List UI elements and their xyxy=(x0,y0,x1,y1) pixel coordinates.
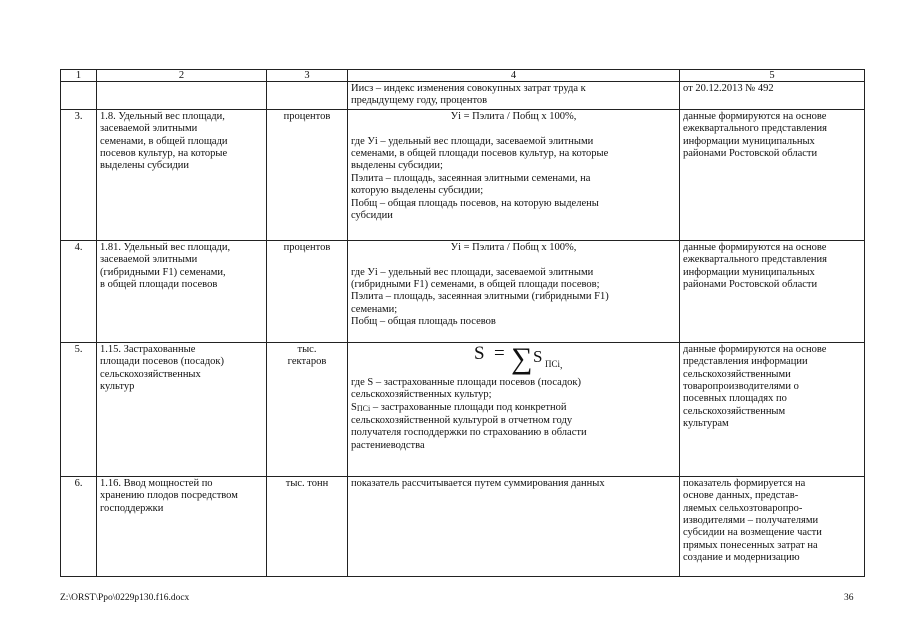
indicators-table xyxy=(60,69,865,577)
source-line: от 20.12.2013 № 492 xyxy=(683,83,774,94)
source-line: изводителями – получателями xyxy=(683,515,819,527)
method-line: где S – застрахованные площади посевов (посадок) xyxy=(351,376,582,388)
indicator-cell xyxy=(97,82,267,110)
row-number xyxy=(61,82,97,110)
source-line: районами Ростовской области xyxy=(683,148,818,160)
method-line: Побщ – общая площадь посевов, на которую выделены xyxy=(351,197,599,209)
source-line: данные формируются на основе xyxy=(683,343,827,355)
table-row xyxy=(61,240,865,342)
source-cell xyxy=(680,240,865,342)
method-cell xyxy=(348,476,680,576)
indicator-line: площади посевов (посадок) xyxy=(100,356,225,368)
method-line: получателя господдержки по страхованию в области xyxy=(351,427,587,439)
header-cell: 5 xyxy=(680,70,865,82)
method-cell xyxy=(348,109,680,240)
method-line: семенами; xyxy=(351,303,398,315)
source-cell xyxy=(680,82,865,110)
table-row xyxy=(61,82,865,110)
source-line: посевных площадях по xyxy=(683,393,787,405)
method-line xyxy=(351,402,676,415)
indicator-line: засеваемой элитными xyxy=(100,254,198,266)
indicator-line: 1.15. Застрахованные xyxy=(100,343,196,355)
source-line: информации муниципальных xyxy=(683,135,815,147)
row-number: 3. xyxy=(61,109,97,240)
formula-subscript: ПСi xyxy=(545,358,561,369)
header-cell: 4 xyxy=(348,70,680,82)
unit-line: процентов xyxy=(283,241,331,253)
indicator-line: семенами, в общей площади xyxy=(100,135,228,147)
source-cell xyxy=(680,109,865,240)
table-row xyxy=(61,476,865,576)
row-number: 4. xyxy=(61,240,97,342)
indicator-line: 1.81. Удельный вес площади, xyxy=(100,241,231,253)
indicator-line: 1.16. Ввод мощностей по xyxy=(100,477,213,489)
source-line: показатель формируется на xyxy=(683,477,806,489)
indicator-line: в общей площади посевов xyxy=(100,279,218,291)
indicator-line: выделены субсидии xyxy=(100,160,190,172)
indicator-line: сельскохозяйственных xyxy=(100,368,201,380)
variable: S xyxy=(351,401,357,413)
source-line: данные формируются на основе xyxy=(683,110,827,122)
table-header-row xyxy=(61,70,865,82)
header-cell: 2 xyxy=(97,70,267,82)
source-line: представления информации xyxy=(683,356,808,368)
method-line: (гибридными F1) семенами, в общей площади посевов; xyxy=(351,279,600,291)
sum-symbol: ∑ xyxy=(511,342,533,375)
method-line: Иисз – индекс изменения совокупных затрат труда к xyxy=(351,83,586,94)
method-line: сельскохозяйственной культурой в отчетном году xyxy=(351,415,573,427)
source-line: товаропроизводителями о xyxy=(683,381,799,393)
unit-cell xyxy=(267,476,348,576)
source-line: сельскохозяйственным xyxy=(683,405,786,417)
page-number: 36 xyxy=(844,593,854,603)
indicator-cell xyxy=(97,240,267,342)
header-cell: 1 xyxy=(61,70,97,82)
indicator-line: (гибридными F1) семенами, xyxy=(100,266,226,278)
method-cell xyxy=(348,82,680,110)
method-line: где Уi – удельный вес площади, засеваемой элитными xyxy=(351,135,594,147)
source-cell xyxy=(680,476,865,576)
unit-line: процентов xyxy=(283,110,331,122)
variable-description: – застрахованные площади под конкретной xyxy=(370,401,567,413)
table-row xyxy=(61,109,865,240)
method-line: где Уi – удельный вес площади, засеваемой элитными xyxy=(351,266,594,278)
source-line: информации муниципальных xyxy=(683,266,815,278)
footer-file-path: Z:\ORST\Ppo\0229p130.f16.docx xyxy=(60,593,190,603)
method-line: которую выделены субсидии; xyxy=(351,185,484,197)
indicator-cell xyxy=(97,342,267,476)
method-line: предыдущему году, процентов xyxy=(351,95,488,107)
source-line: районами Ростовской области xyxy=(683,279,818,291)
source-line: создание и модернизацию xyxy=(683,552,800,564)
indicator-cell xyxy=(97,476,267,576)
source-line: ляемых сельхозтоваропро- xyxy=(683,502,803,514)
unit-cell xyxy=(267,240,348,342)
variable-subscript: ПСi xyxy=(356,403,371,413)
method-cell xyxy=(348,240,680,342)
source-line: ежеквартального представления xyxy=(683,254,827,266)
source-line: ежеквартального представления xyxy=(683,123,827,135)
row-number: 6. xyxy=(61,476,97,576)
unit-cell xyxy=(267,109,348,240)
method-line: сельскохозяйственных культур; xyxy=(351,389,492,401)
indicator-line: культур xyxy=(100,381,135,393)
method-line: субсидии xyxy=(351,210,393,222)
formula-symbol: = xyxy=(494,342,505,364)
method-line: выделены субсидии; xyxy=(351,160,443,172)
table-row xyxy=(61,342,865,476)
method-line: показатель рассчитывается путем суммирования данных xyxy=(351,477,605,489)
unit-cell xyxy=(267,342,348,476)
formula: Уi = Пэлита / Побщ х 100%, xyxy=(450,110,577,122)
method-line: Пэлита – площадь, засеянная элитными (гибридными F1) xyxy=(351,291,609,303)
method-cell xyxy=(348,342,680,476)
unit-cell xyxy=(267,82,348,110)
method-line: Побщ – общая площадь посевов xyxy=(351,316,496,328)
indicator-line: господдержки xyxy=(100,502,164,514)
source-line: культурам xyxy=(683,418,729,430)
row-number: 5. xyxy=(61,342,97,476)
source-line: основе данных, представ- xyxy=(683,490,799,502)
indicator-cell xyxy=(97,109,267,240)
unit-line: тыс. тонн xyxy=(285,477,329,489)
header-cell: 3 xyxy=(267,70,348,82)
formula-symbol: S xyxy=(474,342,485,364)
source-line: сельскохозяйственными xyxy=(683,368,791,380)
sum-formula xyxy=(351,344,676,377)
indicator-line: 1.8. Удельный вес площади, xyxy=(100,110,225,122)
unit-line: гектаров xyxy=(287,356,327,368)
indicator-line: хранению плодов посредством xyxy=(100,490,238,502)
method-line: растениеводства xyxy=(351,439,425,451)
indicator-line: засеваемой элитными xyxy=(100,123,198,135)
method-line: Пэлита – площадь, засеянная элитными семенами, на xyxy=(351,172,591,184)
unit-line: тыс. xyxy=(297,343,317,355)
source-line: данные формируются на основе xyxy=(683,241,827,253)
formula-symbol: , xyxy=(560,359,563,371)
indicator-line: посевов культур, на которые xyxy=(100,148,228,160)
source-line: субсидии на возмещение части xyxy=(683,527,822,539)
formula: Уi = Пэлита / Побщ х 100%, xyxy=(450,241,577,253)
formula-symbol: S xyxy=(533,346,543,366)
method-line: семенами, в общей площади посевов культур, на которые xyxy=(351,148,609,160)
source-cell xyxy=(680,342,865,476)
source-line: прямых понесенных затрат на xyxy=(683,539,818,551)
